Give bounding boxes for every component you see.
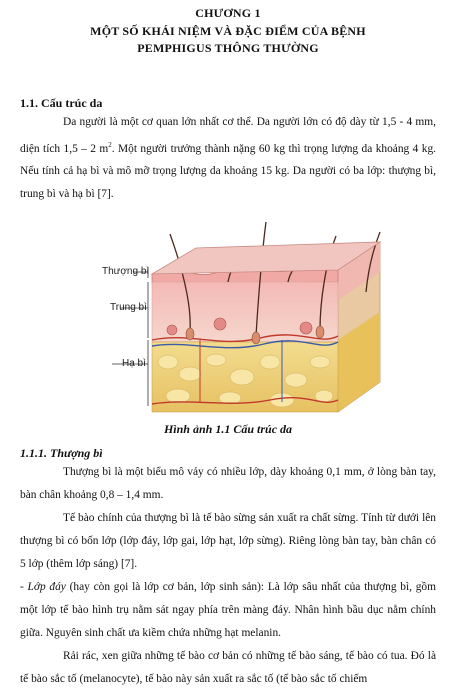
- paragraph-text-part1: Da người là một cơ quan lớn nhất cơ thể. Da người lớn có độ dày từ 1,5 - 4 mm, diện tích 1,5 – 2 m: [20, 115, 436, 155]
- term-basal-layer: Lớp đáy: [27, 581, 66, 594]
- section-title-1-1: 1.1. Cấu trúc da: [20, 95, 103, 110]
- basal-layer-description: (hay còn gọi là lớp cơ bản, lớp sinh sản): Là lớp sâu nhất của thượng bì, gồm một lớp tế bào hình trụ nằm sát ngay phía trên màng đáy. Nhân hình bầu dục nằm chính giữa. Nguyên sinh chất ưa kiềm chứa những hạt melanin.: [20, 581, 436, 640]
- figure-caption: Hình ảnh 1.1 Cấu trúc da: [163, 422, 293, 437]
- superscript: 2: [108, 140, 112, 149]
- chapter-title-line1: MỘT SỐ KHÁI NIỆM VÀ ĐẶC ĐIỂM CỦA BỆNH: [90, 23, 366, 38]
- paragraph-epidermis-layers: Tế bào chính của thượng bì là tế bào sừng sản xuất ra chất sừng. Tính từ dưới lên thượng bì có bốn lớp (lớp đáy, lớp gai, lớp hạt, lớp sừng). Riêng lòng bàn tay, bàn chân có 5 lớp (thêm lớp sáng) [7].: [20, 512, 436, 571]
- list-dash: -: [20, 581, 28, 594]
- skin-structure-figure: [20, 212, 436, 425]
- label-hypodermis: Hạ bì: [122, 358, 146, 370]
- paragraph-melanocyte: Rải rác, xen giữa những tế bào cơ bản có những tế bào sáng, tế bào có tua. Đó là tế bào sắc tố (melanocyte), tế bào này sản xuất ra sắc tố (tế bào sắc tố chiếm: [20, 650, 436, 686]
- chapter-heading: [20, 0, 436, 58]
- section-1-1-paragraph: [20, 111, 436, 207]
- paragraph-epidermis-thickness: Thượng bì là một biểu mô vảy có nhiều lớp, dày khoảng 0,1 mm, ở lòng bàn tay, bàn chân khoảng 0,8 – 1,4 mm.: [20, 466, 436, 502]
- skin-diagram: [20, 212, 436, 425]
- dermis-layer: [152, 282, 338, 342]
- chapter-title-line2: PEMPHIGUS THÔNG THƯỜNG: [137, 41, 319, 55]
- section-title-1-1-1: 1.1.1. Thượng bì: [20, 446, 103, 461]
- label-leaders: [112, 267, 148, 406]
- label-dermis: Trung bì: [110, 302, 147, 314]
- paragraph-basal-layer: [20, 576, 436, 645]
- paragraph-text-part2: . Một người trưởng thành nặng 60 kg thì trọng lượng da khoảng 4 kg. Nếu tính cả hạ bì và mô mỡ trọng lượng da khoảng 15 kg. Da người có ba lớp: thượng bì, trung bì và hạ bì [7].: [20, 142, 436, 201]
- label-epidermis: Thượng bì: [102, 266, 150, 278]
- chapter-number: CHƯƠNG 1: [195, 6, 261, 20]
